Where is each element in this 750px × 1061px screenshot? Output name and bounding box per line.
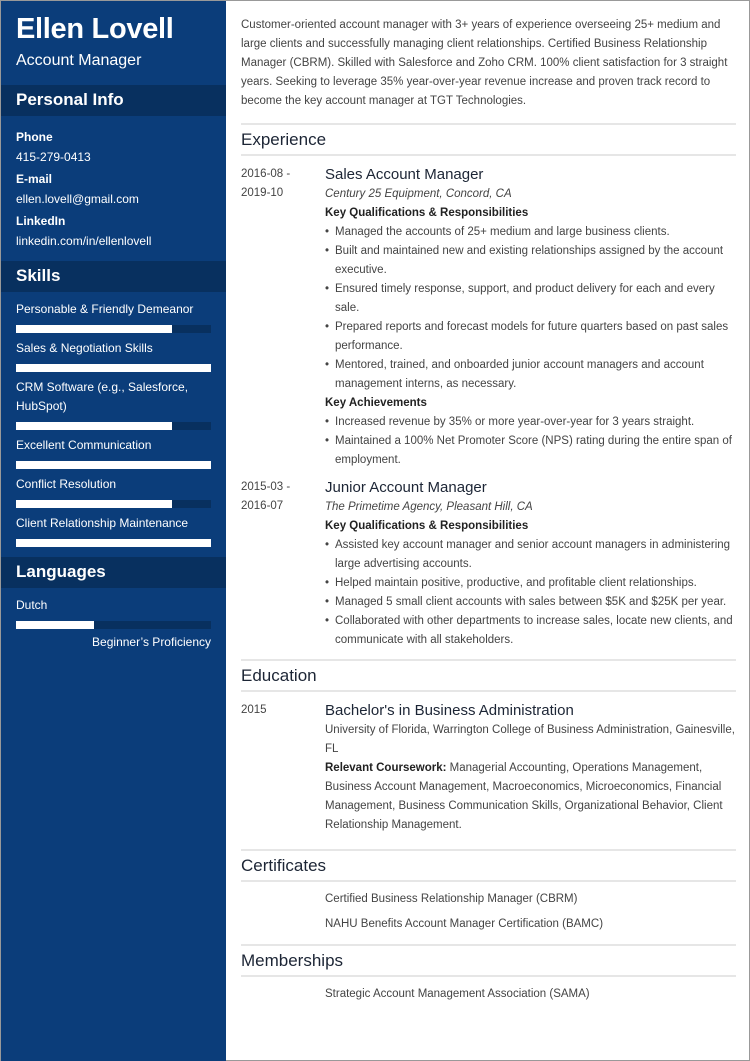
coursework-text: Managerial Accounting, Operations Management, Business Account Management, Macroeconomics, Microeconomics, Financial Management, Business Communication Skills, Organizational Behavior, Client Relationship Management. (325, 762, 723, 831)
language-item (1, 588, 226, 649)
membership-item: Strategic Account Management Association (SAMA) (325, 988, 590, 1000)
skill-bar-fill (16, 364, 211, 372)
list-item: • Helped maintain positive, productive, and profitable client relationships. (325, 574, 736, 593)
skill-name: Sales & Negotiation Skills (16, 341, 153, 355)
skill-item (16, 436, 211, 469)
skill-name: Client Relationship Maintenance (16, 516, 189, 530)
job-entry (241, 478, 736, 650)
list-item: • Increased revenue by 35% or more year-over-year for 3 years straight. (325, 413, 736, 432)
linkedin-value[interactable]: linkedin.com/in/ellenlovell (16, 234, 152, 248)
job-dates (241, 165, 325, 470)
skill-name: Excellent Communication (16, 438, 152, 452)
responsibilities-heading: Key Qualifications & Responsibilities (325, 207, 529, 219)
skill-bar-fill (16, 422, 172, 430)
education-heading: Education (241, 661, 736, 692)
job-company: The Primetime Agency, Pleasant Hill, CA (325, 501, 533, 513)
candidate-title: Account Manager (16, 52, 142, 69)
achievements-list (325, 413, 736, 470)
skill-bar-fill (16, 325, 172, 333)
summary: Customer-oriented account manager with 3+ years of experience overseeing 25+ medium and large clients and successfully managing client relationships. Certified Business Relationship Manager (CBRM). Skilled with Salesforce and Zoho CRM. 100% client satisfaction for 3 straight years. Seeking to leverage 35% year-over-year revenue increase and proven track record to become the key account manager at TGT Technologies. (241, 19, 728, 107)
skill-item (16, 339, 211, 372)
responsibilities-list (325, 536, 736, 650)
job-company: Century 25 Equipment, Concord, CA (325, 188, 512, 200)
education-date: 2015 (241, 704, 267, 716)
candidate-name: Ellen Lovell (16, 13, 174, 45)
personal-info-heading: Personal Info (1, 85, 226, 116)
sidebar (1, 1, 226, 1061)
language-bar (16, 621, 211, 629)
email-value[interactable]: ellen.lovell@gmail.com (16, 192, 139, 206)
responsibilities-list (325, 223, 736, 394)
skill-bar (16, 461, 211, 469)
job-date-end: 2016-07 (241, 500, 284, 512)
job-date-start: 2016-08 - (241, 168, 291, 180)
skill-bar-fill (16, 461, 211, 469)
skills-list (1, 292, 226, 547)
list-item: • Managed the accounts of 25+ medium and large business clients. (325, 223, 736, 242)
skills-heading: Skills (1, 261, 226, 292)
skill-bar (16, 364, 211, 372)
language-name: Dutch (16, 598, 48, 612)
certificate-item: NAHU Benefits Account Manager Certification (BAMC) (325, 918, 604, 930)
skill-bar (16, 422, 211, 430)
responsibilities-heading: Key Qualifications & Responsibilities (325, 520, 529, 532)
skill-item (16, 300, 211, 333)
main-content (241, 1, 736, 1004)
degree: Bachelor's in Business Administration (325, 702, 574, 719)
email-label: E-mail (16, 172, 53, 186)
coursework (325, 759, 736, 835)
skill-bar-fill (16, 539, 211, 547)
language-bar-fill (16, 621, 94, 629)
certificates-heading: Certificates (241, 851, 736, 882)
experience-list (241, 165, 736, 650)
skill-bar (16, 539, 211, 547)
list-item: • Collaborated with other departments to increase sales, locate new clients, and communicate with all stakeholders. (325, 612, 736, 650)
skill-bar (16, 325, 211, 333)
skill-item (16, 514, 211, 547)
job-entry (241, 165, 736, 470)
skill-bar-fill (16, 500, 172, 508)
skill-item (16, 378, 211, 430)
education-entry (241, 701, 736, 835)
languages-heading: Languages (1, 557, 226, 588)
skill-name: CRM Software (e.g., Salesforce, HubSpot) (16, 380, 189, 413)
list-item: • Mentored, trained, and onboarded junior account managers and account management interns, as necessary. (325, 356, 736, 394)
skill-name: Conflict Resolution (16, 477, 117, 491)
certificate-item: Certified Business Relationship Manager (CBRM) (325, 893, 578, 905)
skill-name: Personable & Friendly Demeanor (16, 302, 194, 316)
list-item: • Assisted key account manager and senior account managers in administering large advertising accounts. (325, 536, 736, 574)
list-item: • Built and maintained new and existing relationships assigned by the account executive. (325, 242, 736, 280)
achievements-heading: Key Achievements (325, 397, 427, 409)
language-proficiency: Beginner’s Proficiency (92, 635, 211, 649)
linkedin-label: LinkedIn (16, 214, 66, 228)
list-item: • Managed 5 small client accounts with sales between $5K and $25K per year. (325, 593, 736, 612)
skill-item (16, 475, 211, 508)
list-item: • Maintained a 100% Net Promoter Score (NPS) rating during the entire span of employment. (325, 432, 736, 470)
job-dates (241, 478, 325, 650)
skill-bar (16, 500, 211, 508)
experience-heading: Experience (241, 125, 736, 156)
phone-label: Phone (16, 130, 53, 144)
list-item: • Prepared reports and forecast models for future quarters based on past sales performance. (325, 318, 736, 356)
job-title: Sales Account Manager (325, 166, 484, 183)
phone-value: 415-279-0413 (16, 150, 91, 164)
personal-info (1, 116, 226, 248)
school: University of Florida, Warrington College of Business Administration, Gainesville, FL (325, 724, 735, 755)
memberships-heading: Memberships (241, 946, 736, 977)
coursework-label: Relevant Coursework: (325, 762, 447, 774)
list-item: • Ensured timely response, support, and product delivery for each and every sale. (325, 280, 736, 318)
job-date-start: 2015-03 - (241, 481, 291, 493)
job-date-end: 2019-10 (241, 187, 284, 199)
job-title: Junior Account Manager (325, 479, 487, 496)
